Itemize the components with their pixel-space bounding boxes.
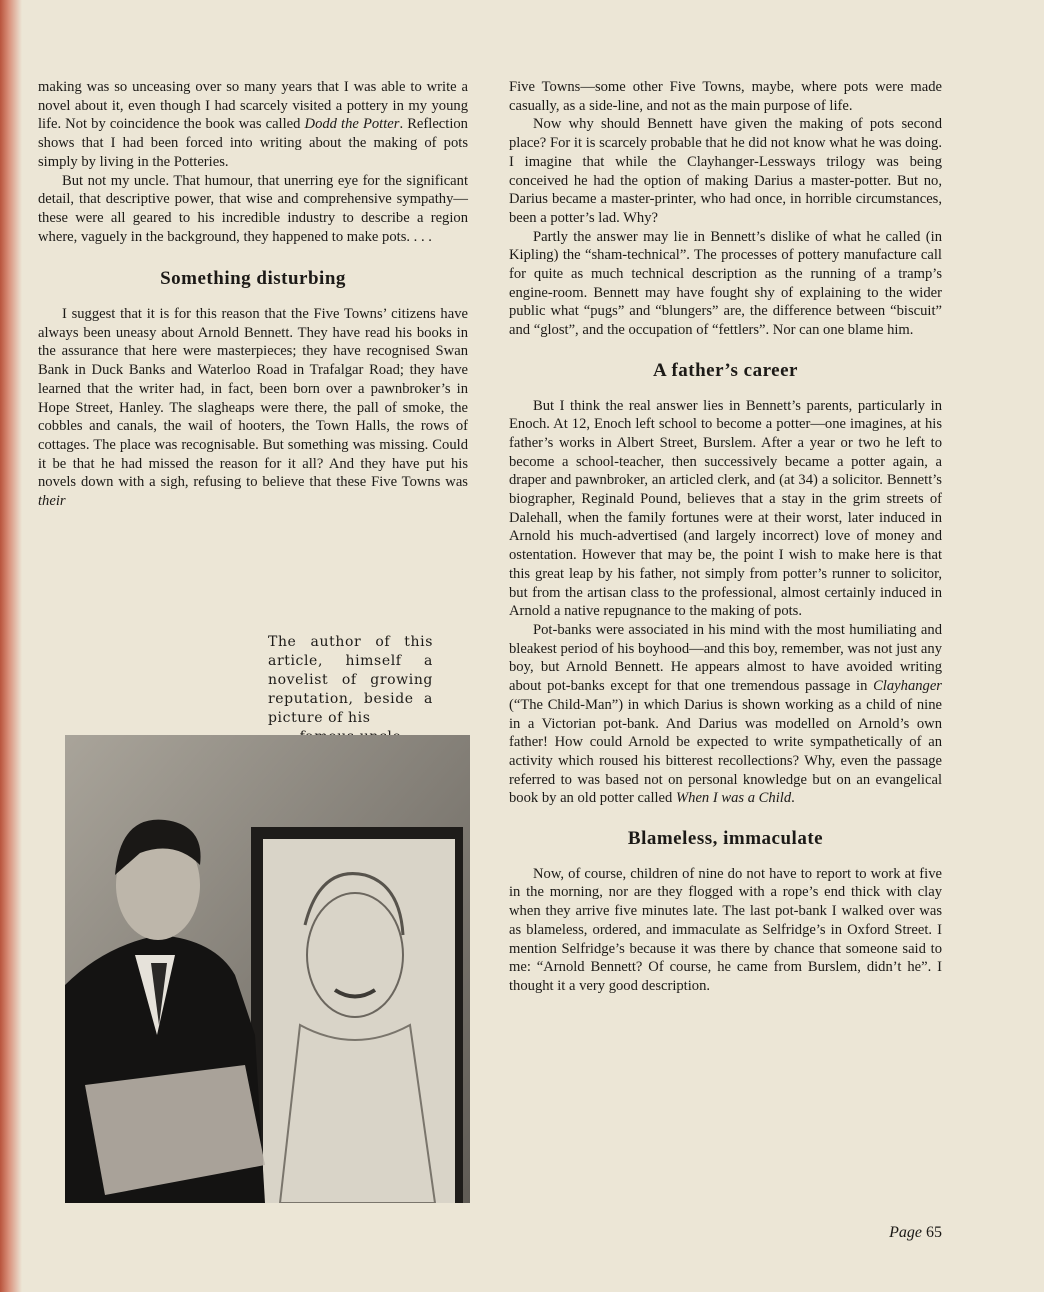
- paragraph: I suggest that it is for this reason that the Five Towns’ citizens have always been uneasy about Arnold Bennett. They have read his books in the assurance that here were masterpieces; they have recognised Swan Bank in Duck Banks and Waterloo Road in Trafalgar Road; they have learned that the writer had, in fact, been born over a pawnbroker’s in Hope Street, Hanley. The slagheaps were there, the pall of smoke, the cobbles and canals, the wail of hooters, the Town Halls, the rows of cottages. The place was recognisable. But something was missing. Could it be that he had missed the reason for it all? And they have put his novels down with a sigh, refusing to believe that these Five Towns was their: [38, 306, 468, 510]
- paragraph: Now, of course, children of nine do not have to report to work at five in the morning, nor are they flogged with a rope’s end thick with clay when they arrive five minutes late. The last pot-bank I walked over was as blameless, ordered, and immaculate as Selfridge’s in Oxford Street. I mention Selfridge’s because it was there by chance that someone said to me: “Arnold Bennett? Of course, he came from Burslem, didn’t he”. I thought it a very good description.: [509, 865, 942, 994]
- right-column: [509, 78, 942, 996]
- author-photograph: [65, 735, 470, 1203]
- section-heading: A father’s career: [653, 359, 798, 381]
- paragraph: Now why should Bennett have given the making of pots second place? For it is scarcely probable that he did not know what he was doing. I imagine that while the Clayhanger-Lessways trilogy was being conceived he had the option of making Darius a master-potter. But no, Darius became a master-printer, who had once, in horrible circumstances, been a potter’s lad. Why?: [509, 116, 942, 226]
- section-heading: Blameless, immaculate: [627, 828, 824, 850]
- page-number: Page 65: [889, 1224, 942, 1241]
- paragraph: making was so unceasing over so many years that I was able to write a novel about it, even though I had scarcely visited a pottery in my young life. Not by coincidence the book was called Dodd the Potter. Reflection shows that I had been forced into writing about the making of pots simply by living in the Potteries.: [38, 79, 468, 170]
- photo-caption: The author of this article, himself a novelist of growing reputation, beside a picture of his: [268, 634, 433, 726]
- book-title: Clayhanger: [873, 678, 942, 695]
- paragraph: Partly the answer may lie in Bennett’s dislike of what he called (in Kipling) the “sham-technical”. The processes of pottery manufacture call for quite as much technical description as the running of a tramp’s engine-room. Bennett may have fought shy of explaining to the wider public what “pugs” and “blungers” are, the difference between “biscuit” and “glost”, and the occupation of “fettlers”. Nor can one blame him.: [509, 228, 942, 339]
- page-binding-edge: [0, 0, 22, 1292]
- paragraph: Five Towns—some other Five Towns, maybe, where pots were made casually, as a side-line, and not as the main purpose of life.: [509, 79, 942, 114]
- paragraph: But I think the real answer lies in Bennett’s parents, particularly in Enoch. At 12, Enoch left school to become a potter—one imagines, at his father’s works in Albert Street, Burslem. After a year or two he left to become a school-teacher, then successively became a potter again, a draper and pawnbroker, an articled clerk, and (at 34) a solicitor. Bennett’s biographer, Reginald Pound, believes that a stay in the grim streets of Dalehall, when the family fortunes were at their worst, later induced in Arnold his much-advertised (and largely incorrect) love of money and ostentation. However that may be, the point I wish to make here is that this great leap by his father, not simply from potter’s runner to solicitor, but from the artisan class to the professional, almost certainly induced in Arnold a native repugnance to the making of pots.: [509, 397, 942, 620]
- book-title: Dodd the Potter: [304, 116, 400, 133]
- left-column: [38, 78, 468, 511]
- paragraph: But not my uncle. That humour, that unerring eye for the significant detail, that descriptive power, that wise and comprehensive sympathy—these were all geared to his incredible industry to describe a region where, vaguely in the background, they happened to make pots. . . .: [38, 172, 468, 245]
- photograph-illustration: [65, 735, 470, 1203]
- book-title: When I was a Child: [675, 790, 792, 807]
- emphasis: their: [38, 493, 66, 510]
- paragraph: Pot-banks were associated in his mind with the most humiliating and bleakest period of his boyhood—and this boy, remember, was not just any boy, but Arnold Bennett. He appears almost to have avoided writing about pot-banks except for that one tremendous passage in Clayhanger (“The Child-Man”) in which Darius is shown working as a child of nine in a Victorian pot-bank. And Darius was modelled on Arnold’s own father! How could Arnold be expected to write sympathetically of an activity which roused his bitterest recollections? Why, even the passage referred to was based not on personal knowledge but on an evangelical book by an old potter called When I was a Child.: [509, 621, 942, 807]
- section-heading: Something disturbing: [160, 268, 346, 290]
